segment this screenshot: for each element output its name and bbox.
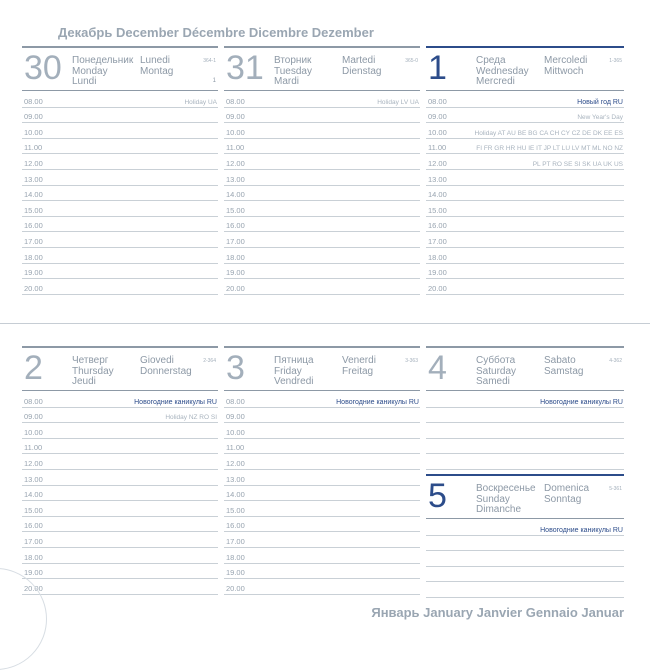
time-slot[interactable] [22, 278, 218, 295]
weekday-name: Samedi [476, 376, 510, 387]
time-label: 11.00 [428, 143, 447, 153]
weekday-name: Sabato [544, 355, 576, 366]
weekday-names-1 [476, 356, 516, 388]
time-slot[interactable] [22, 438, 218, 455]
time-slot[interactable] [224, 578, 420, 595]
time-slot[interactable] [426, 216, 624, 233]
day-number: 5 [428, 477, 447, 515]
weekday-name: Venerdi [342, 355, 376, 366]
time-label: 12.00 [24, 458, 43, 468]
time-slot[interactable] [426, 200, 624, 217]
weekday-name: Sunday [476, 493, 510, 505]
weekday-name: Понедельник [72, 55, 134, 66]
time-label: 18.00 [428, 252, 447, 262]
weekday-name: Jeudi [72, 376, 96, 387]
time-slot[interactable] [224, 531, 420, 548]
time-label: 11.00 [24, 443, 43, 453]
weekday-name: Lundi [72, 76, 97, 87]
time-label: 18.00 [226, 252, 245, 262]
time-slot[interactable] [224, 453, 420, 470]
time-label: 08.00 [24, 396, 43, 406]
weekday-names-2 [544, 356, 583, 388]
time-slot[interactable] [426, 185, 624, 202]
weekday-names-2 [544, 56, 587, 88]
time-slot[interactable] [224, 407, 420, 424]
time-label: 10.00 [24, 427, 43, 437]
note-line[interactable] [426, 581, 624, 598]
time-label: 08.00 [24, 96, 43, 106]
day-number: 3 [226, 349, 245, 387]
time-label: 16.00 [226, 221, 245, 231]
time-label: 10.00 [226, 127, 245, 137]
month-title-top: Декабрь December Décembre Dicembre Dezember [58, 25, 374, 40]
time-slot[interactable] [426, 122, 624, 139]
day-1[interactable] [426, 46, 624, 293]
weekday-names-2 [544, 484, 589, 516]
day-2[interactable] [22, 346, 218, 593]
weekday-name: Среда [476, 55, 506, 66]
time-label: 13.00 [226, 174, 245, 184]
time-slot[interactable] [224, 263, 420, 280]
time-label: 09.00 [428, 112, 447, 122]
time-slot[interactable] [22, 453, 218, 470]
time-label: 16.00 [24, 221, 43, 231]
time-label: 16.00 [226, 521, 245, 531]
time-slot[interactable] [426, 107, 624, 124]
time-slot[interactable] [426, 263, 624, 280]
month-title-bottom: Январь January Janvier Gennaio Januar [371, 605, 624, 620]
time-slot[interactable] [22, 263, 218, 280]
weekday-name [342, 377, 376, 388]
time-slot[interactable] [22, 122, 218, 139]
weekday-names-1 [476, 484, 536, 516]
day-31[interactable] [224, 46, 420, 293]
time-label: 11.00 [226, 443, 245, 453]
time-label: 13.00 [24, 474, 43, 484]
time-slot[interactable] [22, 169, 218, 186]
time-slot[interactable] [224, 200, 420, 217]
weekday-name: Суббота [476, 355, 516, 366]
weekday-names-2 [140, 356, 192, 388]
time-label: 09.00 [24, 112, 43, 122]
time-label: 19.00 [226, 268, 245, 278]
time-label: 19.00 [24, 568, 43, 578]
time-slot[interactable] [224, 547, 420, 564]
weekday-names-1 [72, 356, 114, 388]
holiday-note: Holiday UA [184, 98, 217, 106]
time-label: 12.00 [226, 458, 245, 468]
time-slot[interactable] [426, 169, 624, 186]
note-line[interactable] [426, 407, 624, 424]
time-label: 08.00 [226, 396, 245, 406]
holiday-note: FI FR GR HR HU IE IT JP LT LU LV MT ML NO NZ [476, 145, 623, 153]
holiday-note: Holiday LV UA [377, 98, 419, 106]
holiday-note: New Year's Day [577, 114, 623, 122]
day-number: 1 [428, 49, 447, 87]
weekday-name: Tuesday [274, 65, 312, 77]
weekday-name [140, 77, 173, 88]
holiday-note: Новогодние каникулы RU [134, 398, 217, 406]
time-label: 20.00 [24, 283, 43, 293]
time-slot[interactable] [22, 107, 218, 124]
time-slot[interactable] [224, 438, 420, 455]
time-slot[interactable] [22, 247, 218, 264]
day-of-year: 3-363 [405, 358, 418, 364]
time-slot[interactable] [22, 422, 218, 439]
time-label: 10.00 [24, 127, 43, 137]
time-label: 15.00 [24, 205, 43, 215]
note-line[interactable] [426, 438, 624, 455]
time-slot[interactable] [22, 200, 218, 217]
time-slot[interactable] [224, 422, 420, 439]
note-line[interactable] [426, 535, 624, 552]
time-label: 15.00 [24, 505, 43, 515]
time-slot[interactable] [22, 216, 218, 233]
time-slot[interactable] [22, 469, 218, 486]
weekday-name: Monday [72, 65, 108, 77]
time-slot[interactable] [426, 247, 624, 264]
weekday-name: Montag [140, 65, 174, 77]
weekday-name [140, 377, 192, 388]
weekday-name: Воскресенье [476, 483, 536, 494]
time-slot[interactable] [224, 169, 420, 186]
time-slot[interactable] [426, 91, 624, 108]
weekday-name: Saturday [476, 365, 517, 377]
time-slot[interactable] [224, 469, 420, 486]
day-of-year: 2-364 [203, 358, 216, 364]
note-line[interactable] [426, 519, 624, 536]
time-label: 17.00 [24, 536, 43, 546]
time-slot[interactable] [224, 516, 420, 533]
time-slot[interactable] [224, 247, 420, 264]
time-slot[interactable] [224, 138, 420, 155]
weekday-name: Freitag [342, 365, 374, 377]
weekday-name [544, 377, 583, 388]
weekday-name: Пятница [274, 355, 314, 366]
day-3[interactable] [224, 346, 420, 593]
day-5[interactable] [426, 474, 624, 534]
weekday-name: Вторник [274, 55, 312, 66]
time-label: 15.00 [428, 205, 447, 215]
time-label: 20.00 [226, 583, 245, 593]
time-label: 08.00 [226, 96, 245, 106]
weekday-name [342, 77, 381, 88]
weekday-names-2 [342, 356, 376, 388]
time-slot[interactable] [22, 185, 218, 202]
time-slot[interactable] [22, 516, 218, 533]
day-of-year: 5-361 [609, 486, 622, 492]
weekday-name: Thursday [72, 365, 114, 377]
weekday-name: Lunedi [140, 55, 171, 66]
day-number: 30 [24, 49, 62, 87]
time-slot[interactable] [224, 500, 420, 517]
time-slot[interactable] [22, 91, 218, 108]
weekday-name: Mardi [274, 76, 300, 87]
time-slot[interactable] [22, 485, 218, 502]
time-label: 14.00 [24, 490, 43, 500]
time-slot[interactable] [22, 531, 218, 548]
time-slot[interactable] [22, 153, 218, 170]
time-label: 11.00 [24, 143, 43, 153]
time-label: 13.00 [428, 174, 447, 184]
weekday-name: Martedi [342, 55, 376, 66]
time-slot[interactable] [224, 278, 420, 295]
weekday-name: Samstag [544, 365, 584, 377]
time-slot[interactable] [224, 216, 420, 233]
note-line[interactable] [426, 453, 624, 470]
note-line[interactable] [426, 391, 624, 408]
time-label: 17.00 [226, 536, 245, 546]
weekday-names-2 [140, 56, 173, 88]
time-label: 13.00 [226, 474, 245, 484]
time-label: 15.00 [226, 205, 245, 215]
time-slot[interactable] [224, 107, 420, 124]
time-label: 18.00 [226, 552, 245, 562]
weekday-name: Wednesday [476, 65, 529, 77]
time-slot[interactable] [224, 185, 420, 202]
time-label: 17.00 [226, 236, 245, 246]
holiday-note: Новогодние каникулы RU [540, 526, 623, 534]
holiday-note: Новый год RU [577, 98, 623, 106]
note-line[interactable] [426, 566, 624, 583]
time-label: 19.00 [24, 268, 43, 278]
weekday-name: Mittwoch [544, 65, 584, 77]
time-slot[interactable] [22, 138, 218, 155]
weekday-name: Четверг [72, 355, 109, 366]
time-label: 18.00 [24, 552, 43, 562]
weekday-name: Dimanche [476, 504, 522, 515]
time-slot[interactable] [22, 231, 218, 248]
time-label: 12.00 [226, 158, 245, 168]
weekday-name: Mercredi [476, 76, 515, 87]
day-number: 2 [24, 349, 43, 387]
time-label: 20.00 [428, 283, 447, 293]
note-line[interactable] [426, 422, 624, 439]
time-slot[interactable] [22, 407, 218, 424]
time-slot[interactable] [224, 91, 420, 108]
time-slot[interactable] [22, 563, 218, 580]
day-number: 4 [428, 349, 447, 387]
time-slot[interactable] [426, 153, 624, 170]
weekday-name: Giovedi [140, 355, 174, 366]
time-slot[interactable] [224, 231, 420, 248]
weekday-name: Domenica [544, 483, 590, 494]
holiday-note: Новогодние каникулы RU [336, 398, 419, 406]
time-slot[interactable] [224, 122, 420, 139]
day-of-year: 364-1 [203, 58, 216, 64]
time-label: 11.00 [226, 143, 245, 153]
weekday-names-1 [274, 56, 312, 88]
day-of-year: 4-362 [609, 358, 622, 364]
holiday-note: Новогодние каникулы RU [540, 398, 623, 406]
time-slot[interactable] [224, 153, 420, 170]
time-slot[interactable] [426, 138, 624, 155]
weekday-name: Sonntag [544, 493, 582, 505]
time-label: 14.00 [24, 190, 43, 200]
time-slot[interactable] [224, 391, 420, 408]
holiday-note: PL PT RO SE SI SK UA UK US [532, 160, 623, 168]
time-label: 08.00 [428, 96, 447, 106]
day-of-year: 1-365 [609, 58, 622, 64]
weekday-name: Donnerstag [140, 365, 192, 377]
time-slot[interactable] [426, 231, 624, 248]
time-slot[interactable] [22, 578, 218, 595]
time-slot[interactable] [22, 391, 218, 408]
day-30[interactable] [22, 46, 218, 293]
weekday-names-1 [476, 56, 529, 88]
page-divider [0, 323, 650, 324]
weekday-names-1 [274, 356, 314, 388]
time-label: 16.00 [428, 221, 447, 231]
weekday-name [544, 505, 589, 516]
time-slot[interactable] [224, 485, 420, 502]
weekday-name: Friday [274, 365, 302, 377]
day-of-year: 365-0 [405, 58, 418, 64]
day-4[interactable] [426, 346, 624, 406]
time-slot[interactable] [22, 500, 218, 517]
time-label: 17.00 [24, 236, 43, 246]
time-label: 12.00 [428, 158, 447, 168]
time-slot[interactable] [22, 547, 218, 564]
weekday-name: Mercoledi [544, 55, 588, 66]
weekday-name: Dienstag [342, 65, 382, 77]
time-label: 20.00 [24, 583, 43, 593]
time-label: 09.00 [226, 412, 245, 422]
time-label: 10.00 [226, 427, 245, 437]
time-label: 16.00 [24, 521, 43, 531]
day-number: 31 [226, 49, 264, 87]
holiday-note: Holiday NZ RO SI [165, 414, 217, 422]
time-label: 09.00 [226, 112, 245, 122]
time-label: 13.00 [24, 174, 43, 184]
time-slot[interactable] [426, 278, 624, 295]
time-label: 19.00 [428, 268, 447, 278]
weekday-names-1 [72, 56, 133, 88]
time-label: 14.00 [428, 190, 447, 200]
week-number: 1 [212, 78, 216, 84]
time-label: 17.00 [428, 236, 447, 246]
time-label: 12.00 [24, 158, 43, 168]
note-line[interactable] [426, 550, 624, 567]
time-label: 18.00 [24, 252, 43, 262]
time-label: 20.00 [226, 283, 245, 293]
weekday-name: Vendredi [274, 376, 314, 387]
holiday-note: Holiday AT AU BE BG CA CH CY CZ DE DK EE ES [474, 129, 623, 137]
time-label: 09.00 [24, 412, 43, 422]
time-slot[interactable] [224, 563, 420, 580]
time-label: 15.00 [226, 505, 245, 515]
weekday-name [544, 77, 587, 88]
time-label: 10.00 [428, 127, 447, 137]
weekday-names-2 [342, 56, 381, 88]
time-label: 14.00 [226, 490, 245, 500]
time-label: 14.00 [226, 190, 245, 200]
time-label: 19.00 [226, 568, 245, 578]
